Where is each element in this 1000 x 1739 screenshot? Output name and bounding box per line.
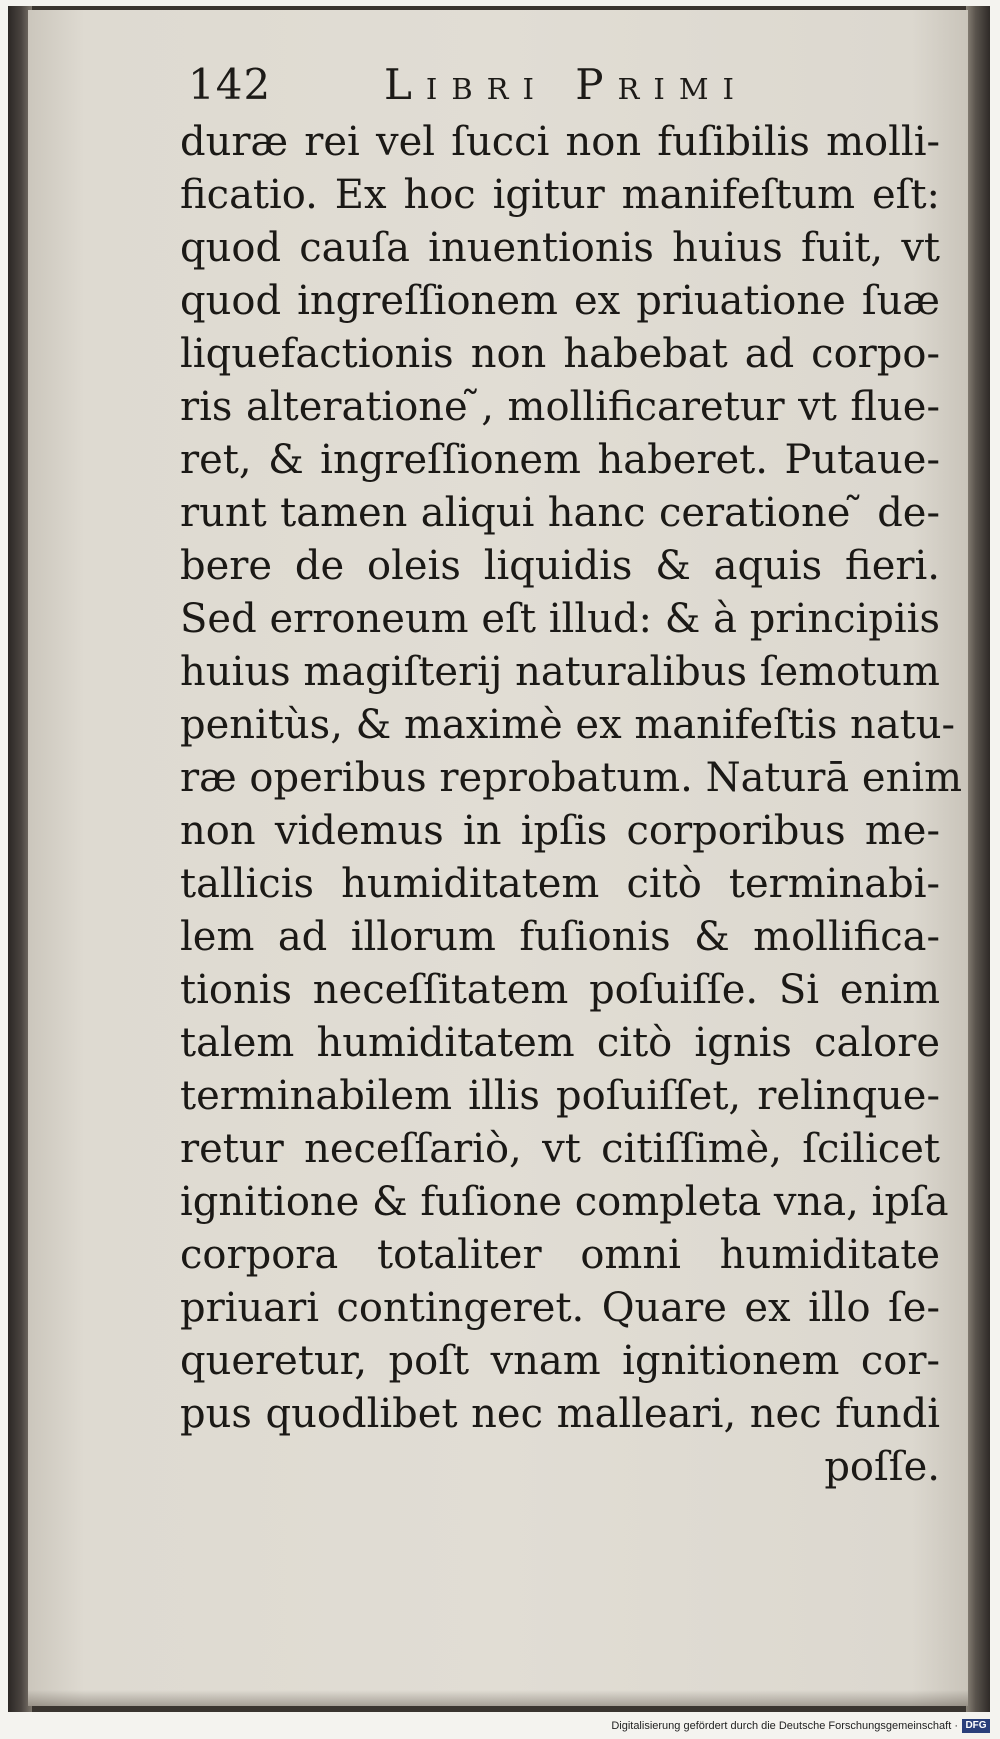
text-line: tionis neceſſitatem poſuiſſe. Si enim xyxy=(180,967,940,1013)
digitization-credit: Digitalisierung gefördert durch die Deutsche Forschungsgemeinschaft · xyxy=(611,1720,958,1732)
text-line: ret, & ingreſſionem haberet. Putaue- xyxy=(180,437,940,483)
text-line: retur neceſſariò, vt citiſſimè, ſcilicet xyxy=(180,1126,940,1172)
book-edge-right xyxy=(966,6,990,1712)
text-line: liquefactionis non habebat ad corpo- xyxy=(180,331,940,377)
page-header xyxy=(188,56,828,116)
dfg-logo-icon: DFG xyxy=(962,1719,990,1733)
text-line: bere de oleis liquidis & aquis fieri. xyxy=(180,543,940,589)
text-line-last: poſſe. xyxy=(824,1444,940,1490)
text-line: duræ rei vel ſucci non fuſibilis molli- xyxy=(180,119,940,165)
text-line: pus quodlibet nec malleari, nec fundi xyxy=(180,1391,940,1437)
text-line: ficatio. Ex hoc igitur manifeſtum eſt: xyxy=(180,172,940,218)
text-line: priuari contingeret. Quare ex illo ſe- xyxy=(180,1285,940,1331)
text-line: quod ingreſſionem ex priuatione ſuæ xyxy=(180,278,940,324)
running-head: Libri Primi xyxy=(384,60,748,109)
text-line: talem humiditatem citò ignis calore xyxy=(180,1020,940,1066)
text-line: penitùs, & maximè ex manifeſtis natu- xyxy=(180,702,956,748)
text-line: terminabilem illis poſuiſſet, relinque- xyxy=(180,1073,940,1119)
text-line: tallicis humiditatem citò terminabi- xyxy=(180,861,940,907)
text-line: Sed erroneum eſt illud: & à principiis xyxy=(180,596,940,642)
page-number: 142 xyxy=(188,60,272,109)
page-shadow xyxy=(28,1690,968,1706)
text-line: runt tamen aliqui hanc ceratione ̃ de- xyxy=(180,490,940,536)
text-line: quod cauſa inuentionis huius fuit, vt xyxy=(180,225,940,271)
text-line: corpora totaliter omni humiditate xyxy=(180,1232,940,1278)
text-line: ignitione & fuſione completa vna, ipſa xyxy=(180,1179,949,1225)
text-line: ræ operibus reprobatum. Naturā enim xyxy=(180,755,963,801)
body-text xyxy=(180,116,963,1494)
text-line: lem ad illorum fuſionis & mollifica- xyxy=(180,914,940,960)
text-line: ris alteratione ̃, mollificaretur vt flue- xyxy=(180,384,940,430)
text-line: huius magiſterij naturalibus ſemotum xyxy=(180,649,940,695)
text-line: queretur, poſt vnam ignitionem cor- xyxy=(180,1338,940,1384)
text-line: non videmus in ipſis corporibus me- xyxy=(180,808,940,854)
